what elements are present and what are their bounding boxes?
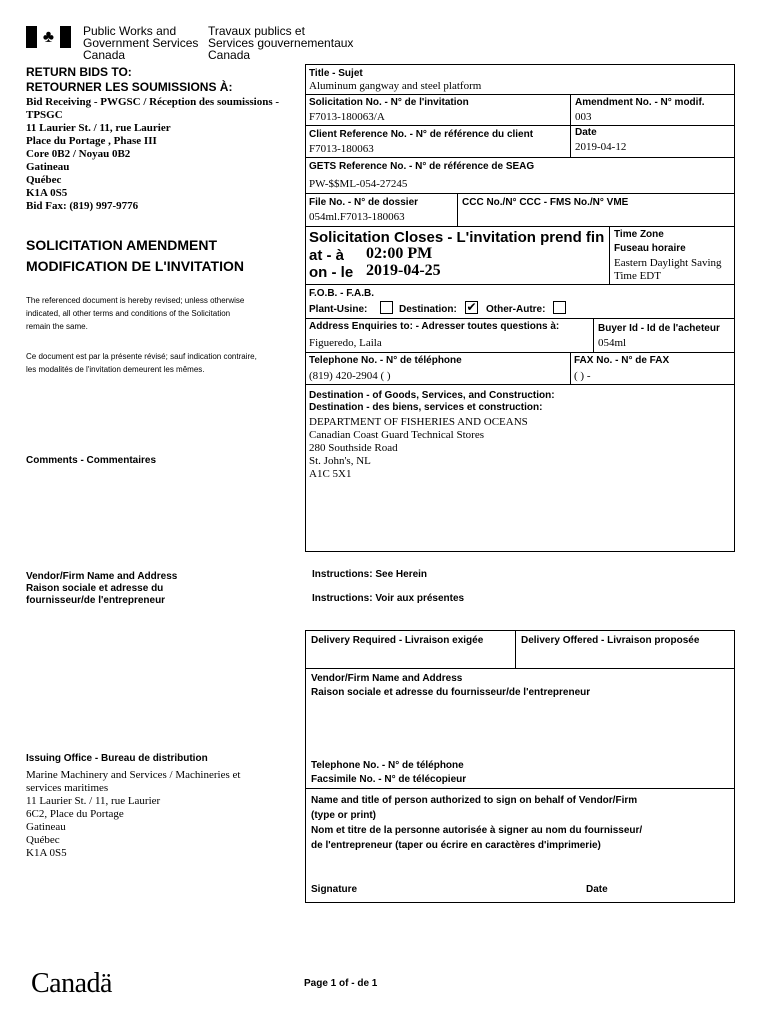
fuseau-horaire-label: Fuseau horaire [614, 243, 686, 254]
destination-label: Destination: [399, 304, 457, 315]
destination-goods-label-fr: Destination - des biens, services et construction: [309, 402, 543, 413]
issuing-office-line: 11 Laurier St. / 11, rue Laurier [26, 795, 161, 807]
gets-ref-value: PW-$$ML-054-27245 [309, 178, 408, 190]
solicitation-closes-title: Solicitation Closes - L'invitation prend fin [309, 229, 605, 246]
instructions-en: Instructions: See Herein [312, 569, 428, 580]
destination-line: Canadian Coast Guard Technical Stores [309, 429, 484, 441]
amendment-no-value: 003 [575, 111, 592, 123]
maple-leaf-icon: ♣ [42, 27, 55, 46]
amendment-note-en: The referenced document is hereby revised; unless otherwise indicated, all other terms and conditions of the Solicitation remain the same. [26, 296, 245, 331]
other-checkbox[interactable] [553, 301, 566, 314]
issuing-office-line: Marine Machinery and Services / Machineries et [26, 769, 241, 781]
delivery-required-label: Delivery Required - Livraison exigée [311, 635, 484, 646]
return-bids-block [26, 65, 279, 213]
instructions-fr: Instructions: Voir aux présentes [312, 593, 465, 604]
bid-fax: Bid Fax: (819) 997-9776 [26, 200, 139, 212]
issuing-office-line: services maritimes [26, 782, 109, 794]
title-value: Aluminum gangway and steel platform [309, 80, 482, 92]
vendor-facsimile-label: Facsimile No. - N° de télécopieur [311, 774, 467, 785]
canada-wordmark-logo: Canadä [31, 968, 112, 999]
return-bids-title-fr: RETOURNER LES SOUMISSIONS À: [26, 80, 233, 94]
fob-label: F.O.B. - F.A.B. [309, 288, 374, 299]
org-name-fr: Travaux publics et Services gouvernementaux Canada [208, 24, 354, 62]
return-bids-title-en: RETURN BIDS TO: [26, 65, 132, 79]
destination-checkbox[interactable]: ✔ [466, 300, 477, 314]
plant-label: Plant-Usine: [309, 304, 368, 315]
delivery-offered-label: Delivery Offered - Livraison proposée [521, 635, 700, 646]
return-bids-line: 11 Laurier St. / 11, rue Laurier [26, 122, 171, 134]
vendor-telephone-label: Telephone No. - N° de téléphone [311, 760, 464, 771]
closing-date: 2019-04-25 [366, 262, 441, 279]
at-label: at - à [309, 247, 345, 264]
vendor-firm-label: Vendor/Firm Name and Address Raison sociale et adresse du fournisseur/de l'entrepreneur [26, 571, 178, 606]
page-number: Page 1 of - de 1 [304, 978, 378, 989]
date-label: Date [575, 127, 597, 138]
title-label: Title - Sujet [309, 68, 363, 79]
issuing-office-line: 6C2, Place du Portage [26, 808, 124, 820]
enquiries-value: Figueredo, Laila [309, 337, 382, 349]
return-bids-line: Place du Portage , Phase III [26, 135, 157, 147]
buyer-id-value: 054ml [598, 337, 627, 349]
issuing-office-line: K1A 0S5 [26, 847, 67, 859]
enquiries-label: Address Enquiries to: - Adresser toutes questions à: [309, 321, 560, 332]
authorized-person-label: Name and title of person authorized to sign on behalf of Vendor/Firm (type or print) Nom et titre de la personne autorisée à signer au nom du fournisseur/ de l'entrepreneur (taper ou écrire en caractères d'imprimerie) [311, 795, 643, 851]
amendment-no-label: Amendment No. - N° modif. [575, 97, 705, 108]
plant-checkbox[interactable] [380, 301, 393, 314]
raison-sociale-label: Raison sociale et adresse du fournisseur/de l'entrepreneur [311, 687, 591, 698]
return-bids-line: K1A 0S5 [26, 187, 68, 199]
return-bids-line: Bid Receiving - PWGSC / Réception des soumissions - [26, 96, 280, 108]
client-ref-value: F7013-180063 [309, 143, 374, 155]
closing-time: 02:00 PM [366, 245, 433, 262]
fax-label: FAX No. - N° de FAX [574, 355, 670, 366]
on-label: on - le [309, 264, 354, 281]
solicitation-no-label: Solicitation No. - N° de l'invitation [309, 97, 469, 108]
issuing-office-line: Québec [26, 834, 60, 846]
other-label: Other-Autre: [486, 304, 546, 315]
signature-label: Signature [311, 884, 358, 895]
return-bids-line: Québec [26, 174, 62, 186]
ccc-no-label: CCC No./N° CCC - FMS No./N° VME [462, 197, 629, 208]
telephone-label: Telephone No. - N° de téléphone [309, 355, 462, 366]
destination-line: 280 Southside Road [309, 442, 398, 454]
org-name-en: Public Works and Government Services Canada [83, 24, 199, 62]
telephone-value: (819) 420-2904 ( ) [309, 370, 391, 382]
buyer-id-label: Buyer Id - Id de l'acheteur [598, 323, 720, 334]
issuing-office-line: Gatineau [26, 821, 66, 833]
time-zone-label: Time Zone [614, 229, 664, 240]
vendor-name-address-label: Vendor/Firm Name and Address [311, 673, 463, 684]
destination-goods-label-en: Destination - of Goods, Services, and Construction: [309, 390, 555, 401]
issuing-office-label: Issuing Office - Bureau de distribution [26, 753, 208, 764]
destination-line: St. John's, NL [309, 455, 371, 467]
issuing-office-block [26, 753, 240, 860]
amendment-title-fr: MODIFICATION DE L'INVITATION [26, 258, 244, 274]
comments-label: Comments - Commentaires [26, 455, 157, 466]
destination-line: DEPARTMENT OF FISHERIES AND OCEANS [309, 416, 528, 428]
date-value: 2019-04-12 [575, 141, 627, 153]
destination-line: A1C 5X1 [309, 468, 352, 480]
fax-value: ( ) - [574, 370, 591, 382]
amendment-title [26, 235, 244, 277]
amendment-title-en: SOLICITATION AMENDMENT [26, 237, 218, 253]
file-no-label: File No. - N° de dossier [309, 197, 419, 208]
destination-address [309, 416, 528, 481]
client-ref-label: Client Reference No. - N° de référence du client [309, 129, 534, 140]
return-bids-line: Gatineau [26, 161, 70, 173]
signature-date-label: Date [586, 884, 608, 895]
return-bids-line: TPSGC [26, 109, 63, 121]
file-no-value: 054ml.F7013-180063 [309, 211, 405, 223]
time-zone-value: Eastern Daylight Saving Time EDT [614, 257, 722, 282]
return-bids-line: Core 0B2 / Noyau 0B2 [26, 148, 131, 160]
solicitation-no-value: F7013-180063/A [309, 111, 385, 123]
canada-flag-icon [26, 26, 71, 48]
gets-ref-label: GETS Reference No. - N° de référence de SEAG [309, 161, 535, 172]
amendment-note-fr: Ce document est par la présente révisé; sauf indication contraire, les modalités de l'invitation demeurent les mêmes. [26, 352, 257, 374]
